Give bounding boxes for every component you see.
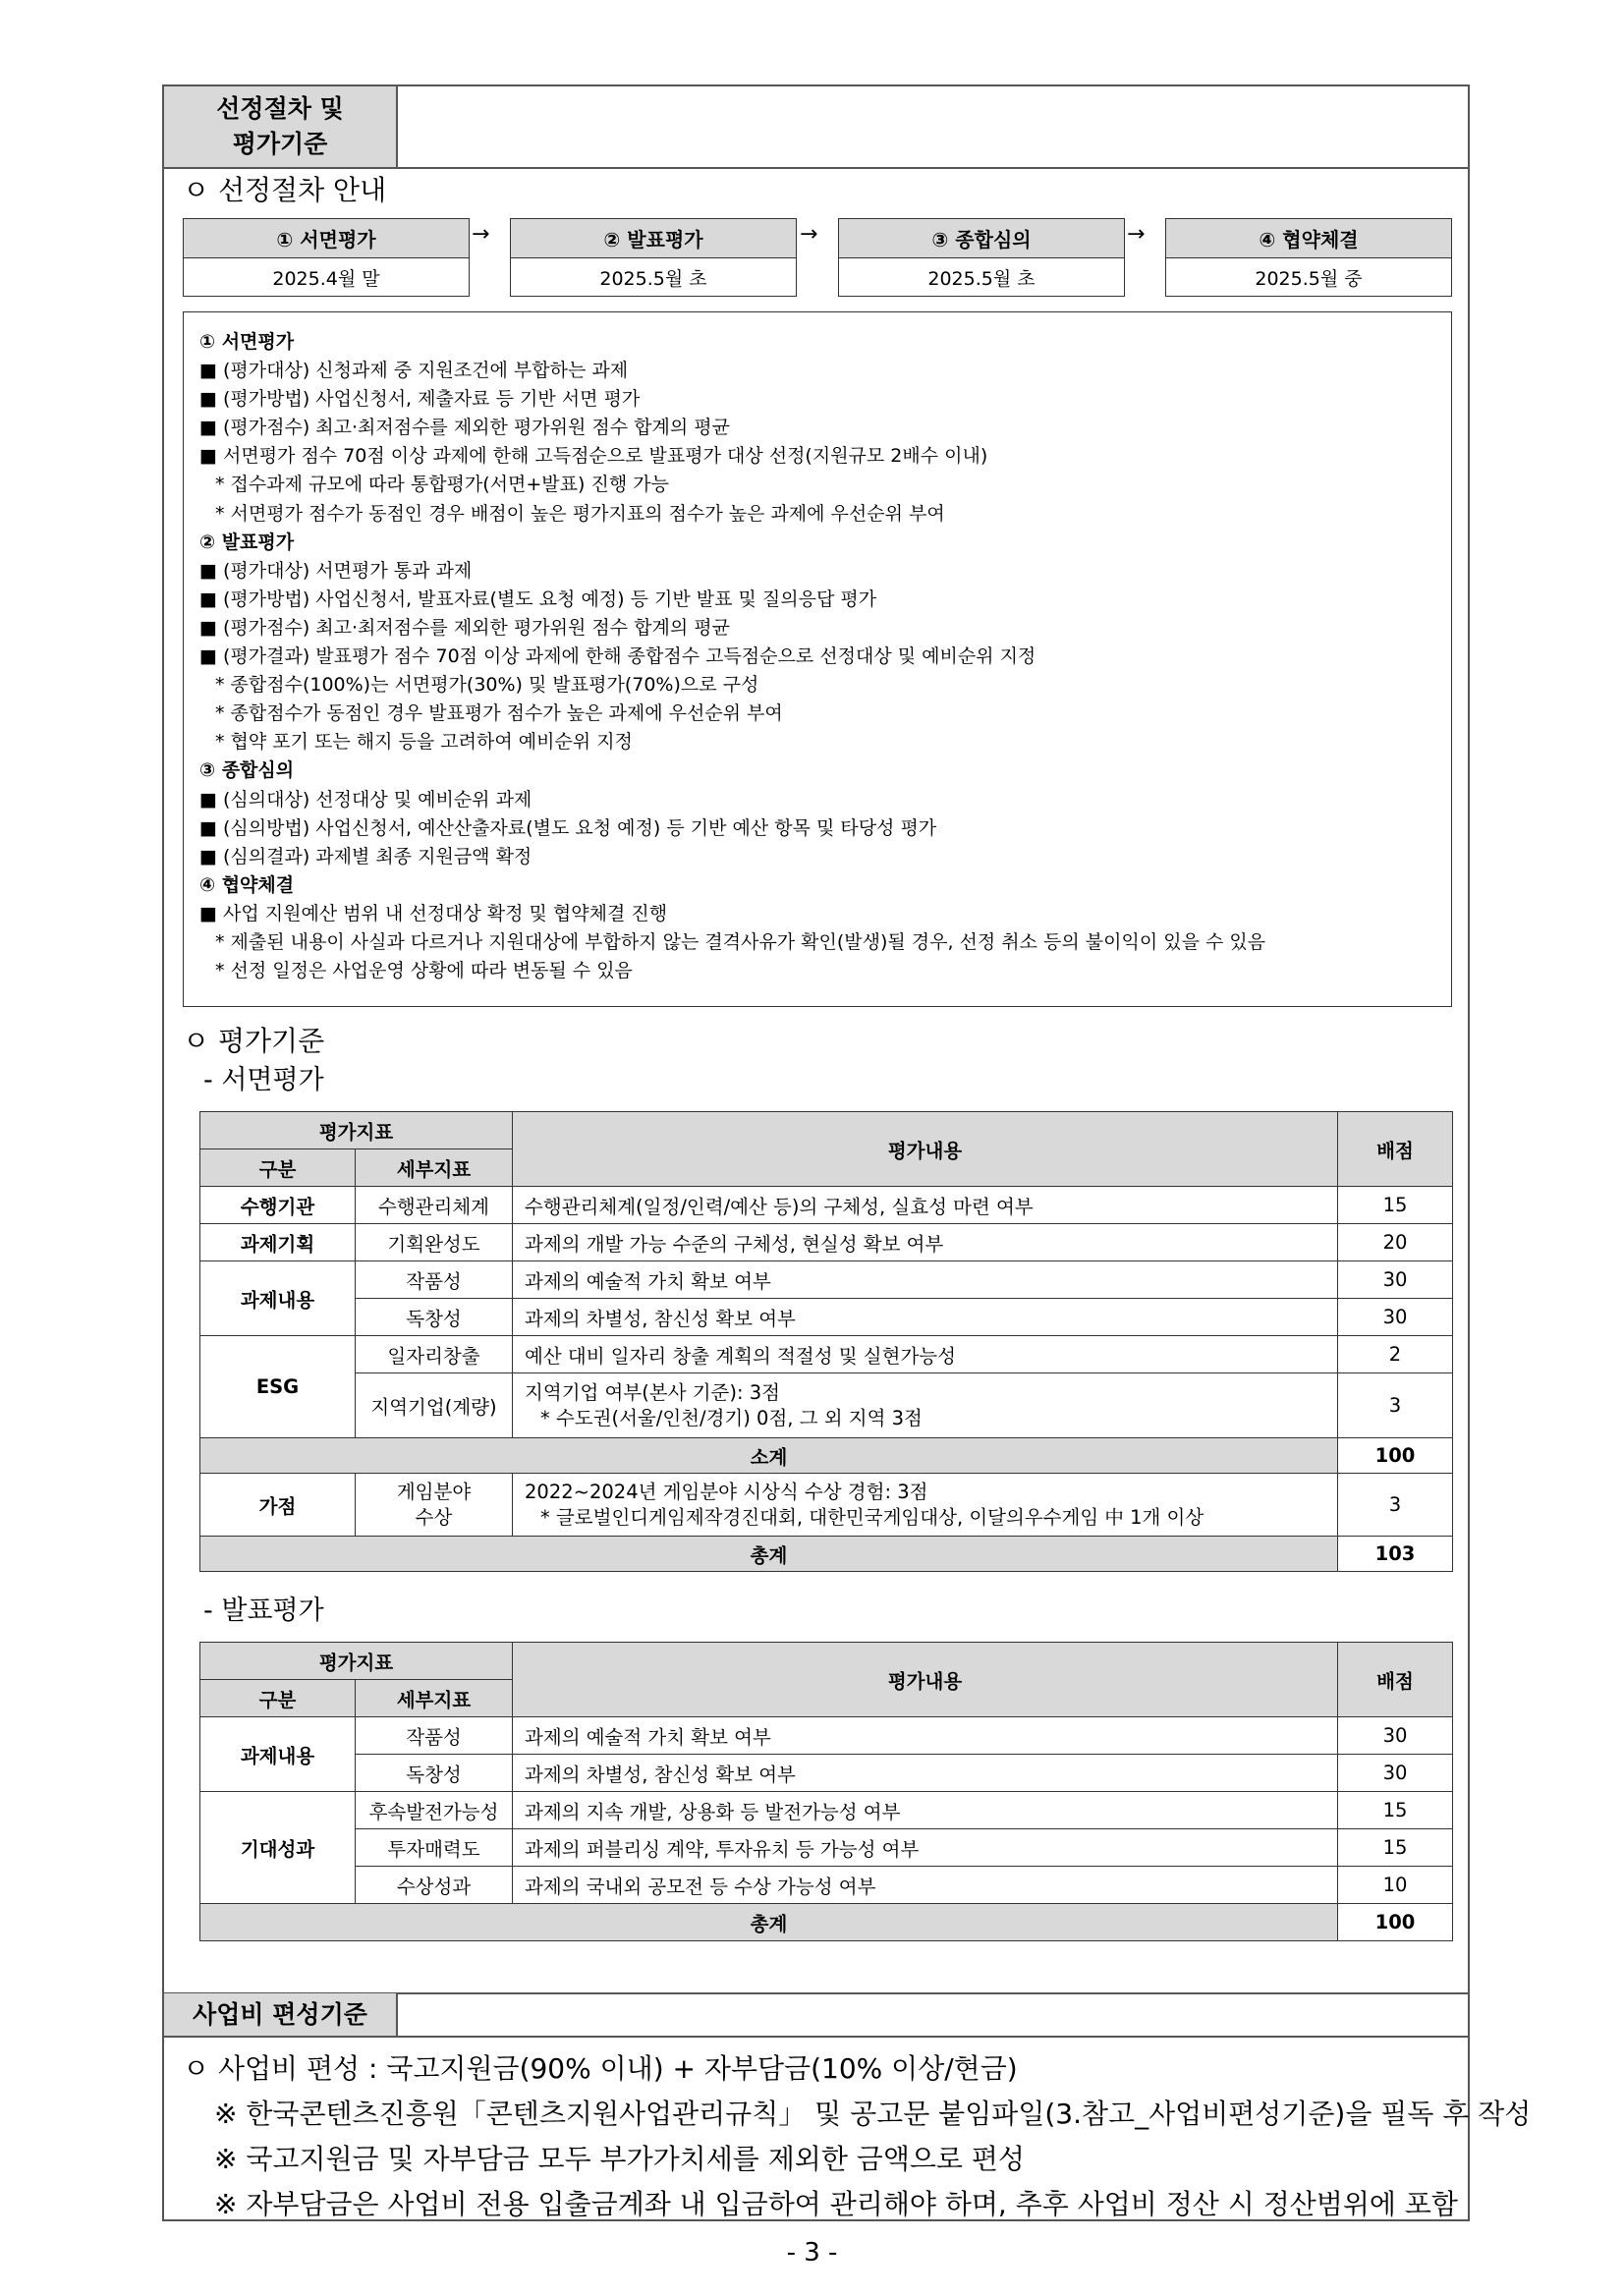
score-cell: 3: [1338, 1373, 1453, 1438]
detail-cell: 수상성과: [356, 1867, 513, 1904]
content-cell: 예산 대비 일자리 창출 계획의 적절성 및 실현가능성: [513, 1336, 1338, 1373]
content-cell: 과제의 차별성, 참신성 확보 여부: [513, 1299, 1338, 1336]
score-header: 배점: [1338, 1643, 1453, 1717]
score-cell: 30: [1338, 1755, 1453, 1792]
subtotal-row: [200, 1438, 1453, 1474]
detail-cell: 후속발전가능성: [356, 1792, 513, 1829]
content-cell: 과제의 차별성, 참신성 확보 여부: [513, 1755, 1338, 1792]
table-row: [200, 1717, 1453, 1755]
total-row: [200, 1904, 1453, 1941]
note-item: ■ (평가대상) 신청과제 중 지원조건에 부합하는 과제: [199, 360, 629, 382]
table-row: [200, 1336, 1453, 1373]
note-item: ■ (평가방법) 사업신청서, 제출자료 등 기반 서면 평가: [199, 388, 641, 411]
content-line: 2022~2024년 게임분야 시상식 수상 경험: 3점: [525, 1480, 928, 1503]
content-cell: [513, 1474, 1338, 1537]
note-heading: ③ 종합심의: [199, 759, 295, 782]
note-item: ■ (심의결과) 과제별 최종 지원금액 확정: [199, 845, 532, 868]
arrow-icon: →: [472, 222, 490, 247]
indicator-header: 평가지표: [200, 1112, 513, 1149]
detail-cell: 일자리창출: [356, 1336, 513, 1373]
content-cell: 과제의 국내외 공모전 등 수상 가능성 여부: [513, 1867, 1338, 1904]
section-title-selection: [164, 86, 398, 169]
score-cell: 15: [1338, 1829, 1453, 1867]
detail-cell: 기획완성도: [356, 1224, 513, 1261]
note-item: ■ (평가방법) 사업신청서, 발표자료(별도 요청 예정) 등 기반 발표 및 질의응답 평가: [199, 588, 877, 610]
step-written: [183, 218, 470, 297]
note-heading: ② 발표평가: [199, 531, 295, 553]
detail-cell: 수행관리체계: [356, 1187, 513, 1224]
section-title-budget: 사업비 편성기준: [164, 1993, 398, 2037]
step-title: ④ 협약체결: [1166, 219, 1451, 258]
category-cell: 과제내용: [200, 1261, 356, 1336]
table-row: [200, 1224, 1453, 1261]
step-date: 2025.5월 초: [599, 267, 707, 290]
note-heading: ④ 협약체결: [199, 873, 295, 896]
note-item: ■ (평가결과) 발표평가 점수 70점 이상 과제에 한해 종합점수 고득점순으로 선정대상 및 예비순위 지정: [199, 645, 1036, 668]
procedure-steps: [183, 218, 1452, 297]
score-cell: 30: [1338, 1261, 1453, 1299]
section-title-line1: 선정절차 및: [216, 94, 344, 123]
note-sub-item: * 협약 포기 또는 해지 등을 고려하여 예비순위 지정: [215, 731, 633, 754]
content-cell: 수행관리체계(일정/인력/예산 등)의 구체성, 실효성 마련 여부: [513, 1187, 1338, 1224]
arrow-icon: →: [1127, 222, 1146, 247]
step-date: 2025.5월 중: [1255, 267, 1363, 290]
score-header: 배점: [1338, 1112, 1453, 1187]
procedure-heading: ㅇ 선정절차 안내: [183, 174, 387, 206]
note-sub-item: * 종합점수(100%)는 서면평가(30%) 및 발표평가(70%)으로 구성: [215, 674, 759, 697]
detail-header: 세부지표: [356, 1149, 513, 1187]
note-item: ■ (평가점수) 최고·최저점수를 제외한 평가위원 점수 합계의 평균: [199, 616, 730, 639]
step-review: [838, 218, 1125, 297]
bonus-row: [200, 1474, 1453, 1537]
presentation-eval-table: [199, 1642, 1453, 1941]
total-score: 100: [1338, 1904, 1453, 1941]
subtotal-label: 소계: [200, 1438, 1338, 1474]
table-row: [200, 1792, 1453, 1829]
table-row: [200, 1299, 1453, 1336]
total-row: [200, 1537, 1453, 1572]
detail-cell: 독창성: [356, 1299, 513, 1336]
category-header: 구분: [200, 1149, 356, 1187]
score-cell: 10: [1338, 1867, 1453, 1904]
table-row: [200, 1867, 1453, 1904]
content-cell: [513, 1373, 1338, 1438]
detail-line: 수상: [415, 1505, 453, 1529]
content-line: 지역기업 여부(본사 기준): 3점: [525, 1380, 781, 1404]
total-label: 총계: [200, 1904, 1338, 1941]
detail-cell: 독창성: [356, 1755, 513, 1792]
detail-cell: 투자매력도: [356, 1829, 513, 1867]
table-row: [200, 1187, 1453, 1224]
category-cell: 가점: [200, 1474, 356, 1537]
step-title: ③ 종합심의: [839, 219, 1124, 258]
note-item: ■ (평가대상) 서면평가 통과 과제: [199, 559, 473, 582]
total-score: 103: [1338, 1537, 1453, 1572]
arrow-icon: →: [800, 222, 818, 247]
note-heading: ① 서면평가: [199, 331, 295, 353]
written-subheading: - 서면평가: [203, 1065, 324, 1095]
score-cell: 2: [1338, 1336, 1453, 1373]
detail-cell: 작품성: [356, 1261, 513, 1299]
table-row: [200, 1373, 1453, 1438]
procedure-notes: [183, 311, 1452, 1007]
written-eval-table: [199, 1111, 1453, 1572]
score-cell: 15: [1338, 1792, 1453, 1829]
budget-note: ※ 자부담금은 사업비 전용 입출금계좌 내 입금하여 관리해야 하며, 추후 사업비 정산 시 정산범위에 포함: [214, 2188, 1458, 2220]
section-divider: [164, 2036, 1468, 2038]
content-cell: 과제의 지속 개발, 상용화 등 발전가능성 여부: [513, 1792, 1338, 1829]
content-header: 평가내용: [513, 1112, 1338, 1187]
step-agreement: [1165, 218, 1452, 297]
step-presentation: [510, 218, 797, 297]
presentation-subheading: - 발표평가: [203, 1596, 324, 1626]
step-date: 2025.5월 초: [927, 267, 1036, 290]
step-title: ② 발표평가: [511, 219, 796, 258]
step-date: 2025.4월 말: [272, 267, 380, 290]
indicator-header: 평가지표: [200, 1643, 513, 1680]
note-sub-item: * 제출된 내용이 사실과 다르거나 지원대상에 부합하지 않는 결격사유가 확인(발생)될 경우, 선정 취소 등의 불이익이 있을 수 있음: [215, 930, 1266, 953]
category-cell: ESG: [200, 1336, 356, 1438]
detail-cell: 작품성: [356, 1717, 513, 1755]
note-sub-item: * 선정 일정은 사업운영 상황에 따라 변동될 수 있음: [215, 960, 633, 982]
step-title: ① 서면평가: [184, 219, 469, 258]
subtotal-score: 100: [1338, 1438, 1453, 1474]
section-divider: [398, 167, 1468, 169]
score-cell: 20: [1338, 1224, 1453, 1261]
note-item: ■ (심의대상) 선정대상 및 예비순위 과제: [199, 788, 532, 811]
total-label: 총계: [200, 1537, 1338, 1572]
detail-header: 세부지표: [356, 1680, 513, 1717]
score-cell: 30: [1338, 1717, 1453, 1755]
table-row: [200, 1755, 1453, 1792]
detail-cell: [356, 1474, 513, 1537]
content-header: 평가내용: [513, 1643, 1338, 1717]
detail-cell: 지역기업(계량): [356, 1373, 513, 1438]
content-note: * 글로벌인디게임제작경진대회, 대한민국게임대상, 이달의우수게임 中 1개 이상: [540, 1505, 1204, 1529]
criteria-heading: ㅇ 평가기준: [183, 1025, 325, 1057]
category-cell: 과제기획: [200, 1224, 356, 1261]
note-sub-item: * 접수과제 규모에 따라 통합평가(서면+발표) 진행 가능: [215, 474, 669, 496]
content-cell: 과제의 개발 가능 수준의 구체성, 현실성 확보 여부: [513, 1224, 1338, 1261]
category-header: 구분: [200, 1680, 356, 1717]
table-row: [200, 1261, 1453, 1299]
section-title-line2: 평가기준: [232, 130, 328, 158]
content-note: * 수도권(서울/인천/경기) 0점, 그 외 지역 3점: [540, 1406, 923, 1429]
note-sub-item: * 종합점수가 동점인 경우 발표평가 점수가 높은 과제에 우선순위 부여: [215, 702, 783, 725]
score-cell: 3: [1338, 1474, 1453, 1537]
budget-note: ※ 국고지원금 및 자부담금 모두 부가가치세를 제외한 금액으로 편성: [214, 2143, 1025, 2175]
budget-note: ※ 한국콘텐츠진흥원「콘텐츠지원사업관리규칙」 및 공고문 붙임파일(3.참고_사업비편성기준)을 필독 후 작성: [214, 2098, 1532, 2130]
page-number: - 3 -: [786, 2238, 838, 2268]
score-cell: 30: [1338, 1299, 1453, 1336]
content-cell: 과제의 예술적 가치 확보 여부: [513, 1261, 1338, 1299]
detail-line: 게임분야: [396, 1480, 472, 1503]
content-cell: 과제의 퍼블리싱 계약, 투자유치 등 가능성 여부: [513, 1829, 1338, 1867]
budget-main-line: ㅇ 사업비 편성 : 국고지원금(90% 이내) + 자부담금(10% 이상/현금): [183, 2052, 1018, 2085]
note-item: ■ (심의방법) 사업신청서, 예산산출자료(별도 요청 예정) 등 기반 예산 항목 및 타당성 평가: [199, 816, 937, 839]
category-cell: 과제내용: [200, 1717, 356, 1792]
score-cell: 15: [1338, 1187, 1453, 1224]
note-item: ■ 서면평가 점수 70점 이상 과제에 한해 고득점순으로 발표평가 대상 선정(지원규모 2배수 이내): [199, 445, 988, 468]
note-item: ■ (평가점수) 최고·최저점수를 제외한 평가위원 점수 합계의 평균: [199, 417, 730, 439]
note-sub-item: * 서면평가 점수가 동점인 경우 배점이 높은 평가지표의 점수가 높은 과제에 우선순위 부여: [215, 502, 945, 525]
category-cell: 기대성과: [200, 1792, 356, 1904]
table-row: [200, 1829, 1453, 1867]
note-item: ■ 사업 지원예산 범위 내 선정대상 확정 및 협약체결 진행: [199, 902, 668, 924]
category-cell: 수행기관: [200, 1187, 356, 1224]
content-cell: 과제의 예술적 가치 확보 여부: [513, 1717, 1338, 1755]
